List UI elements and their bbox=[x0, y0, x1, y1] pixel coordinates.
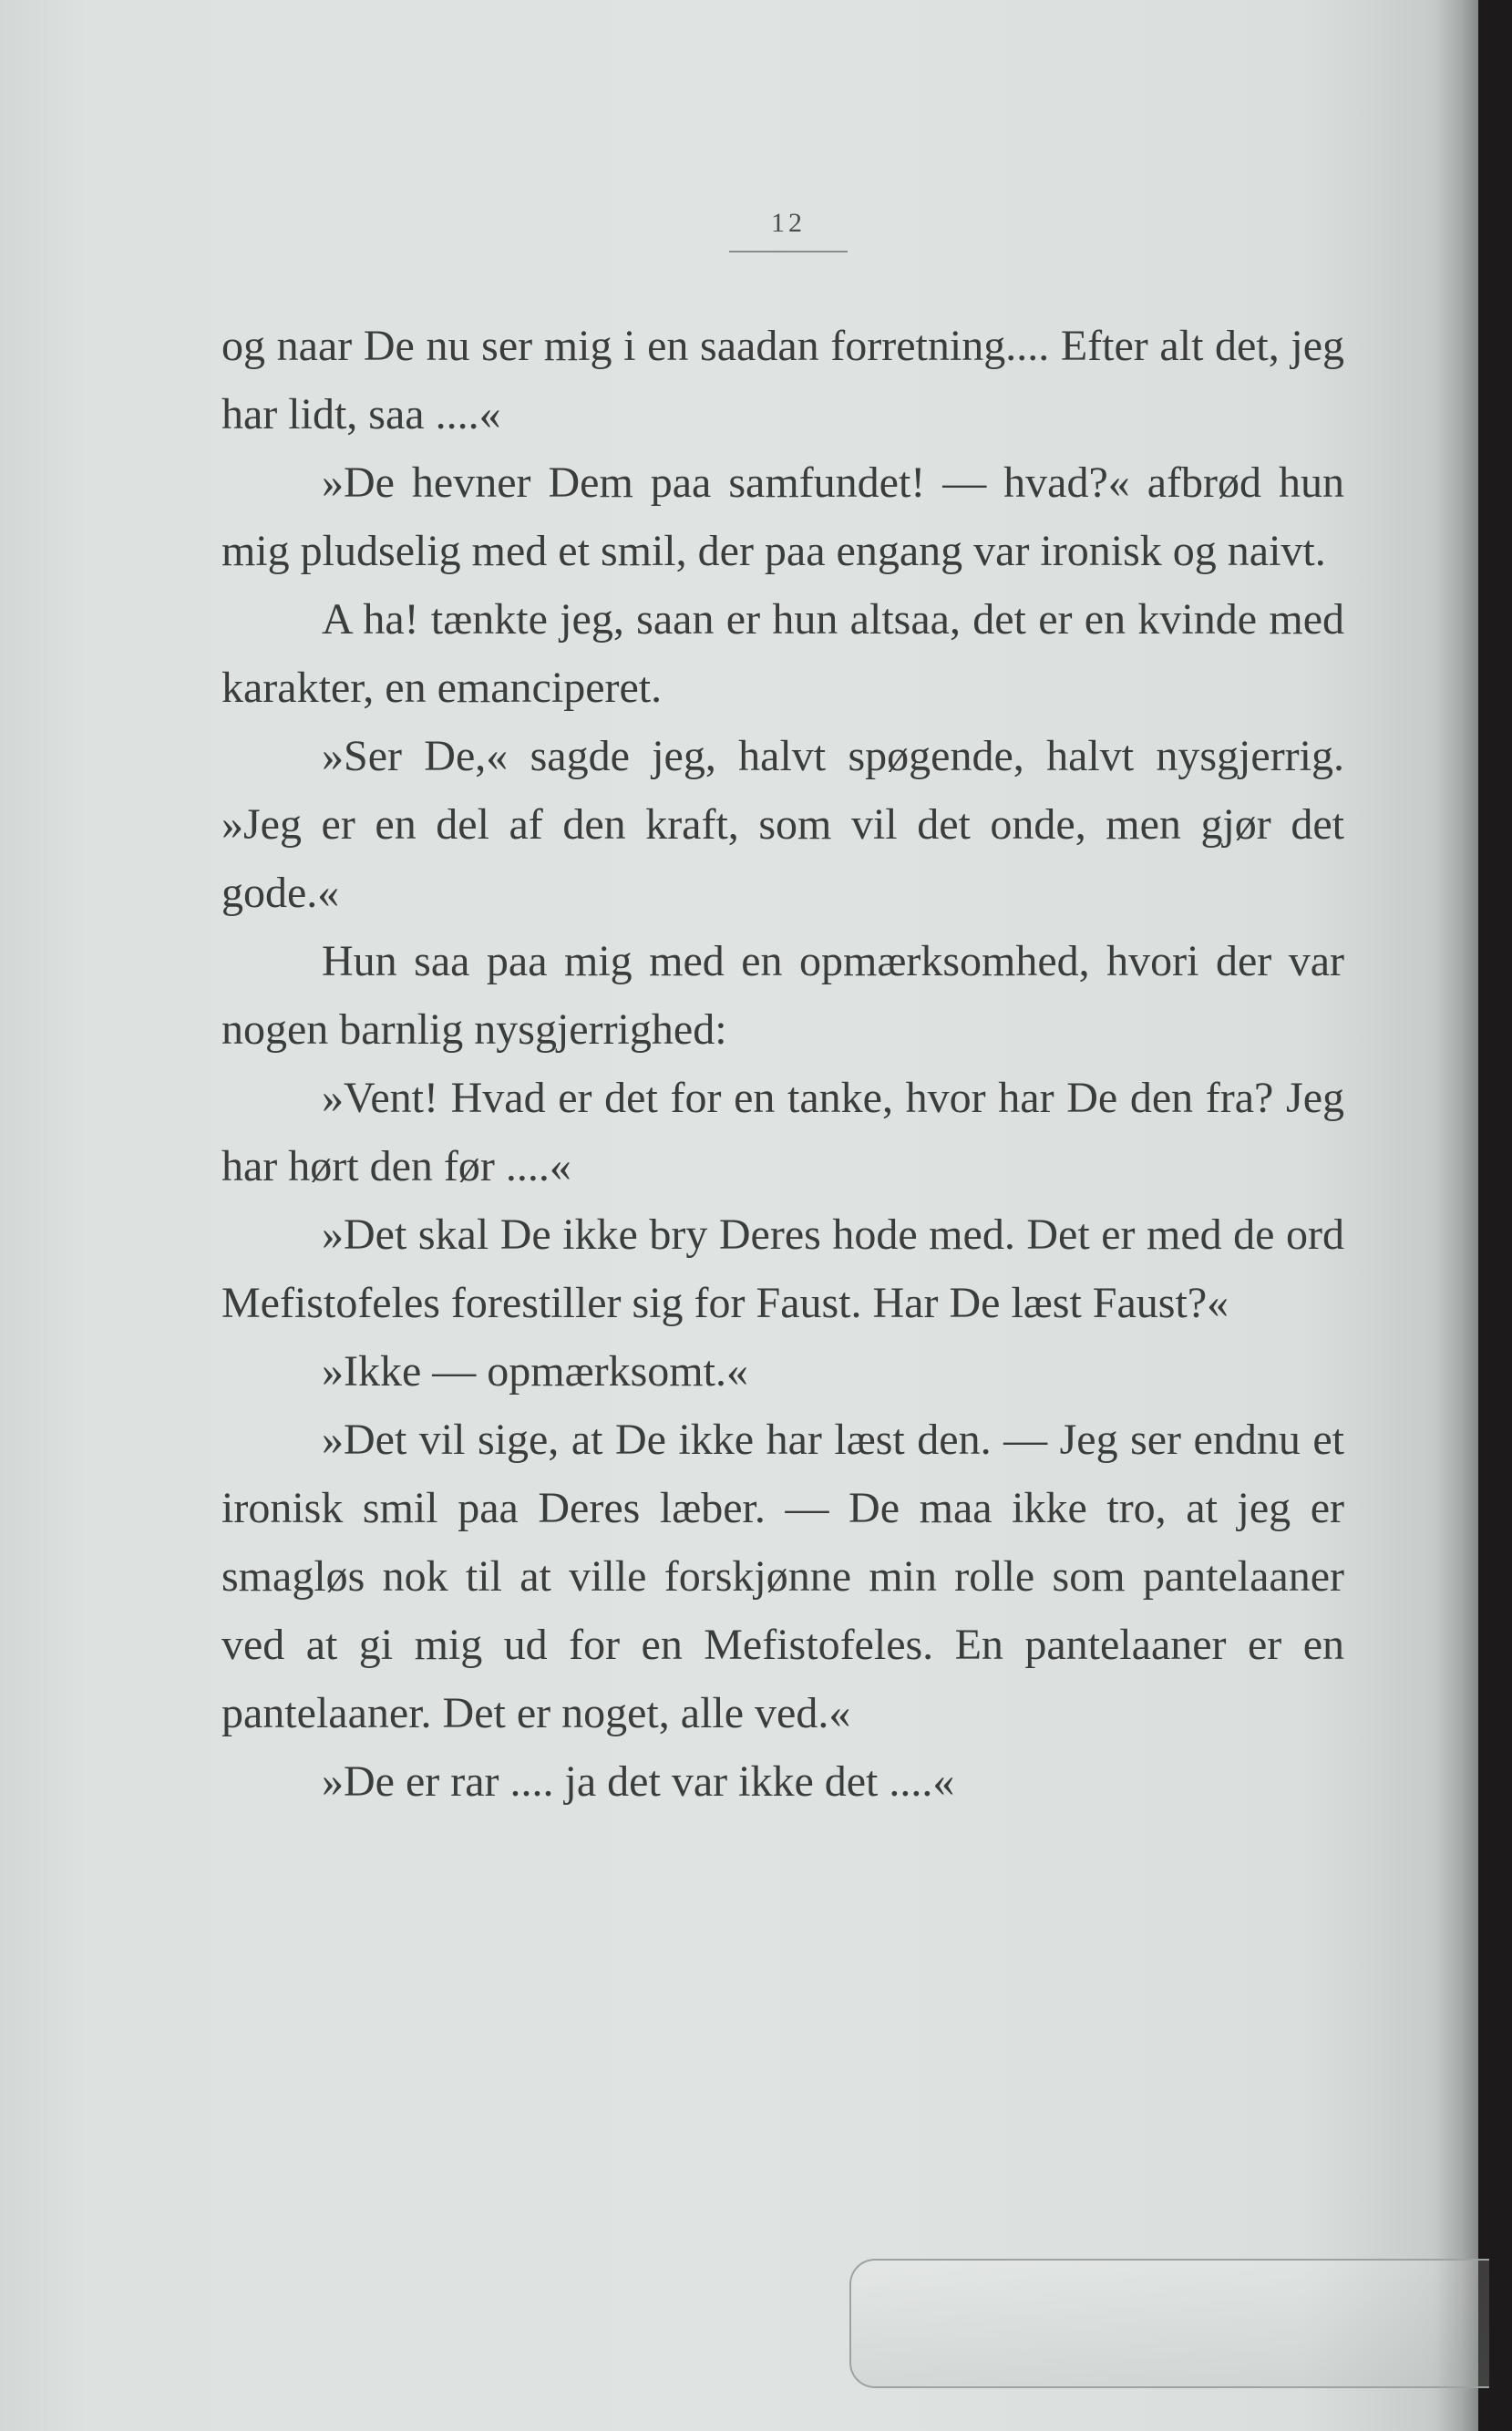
paragraph-3: A ha! tænkte jeg, saan er hun altsaa, det er en kvinde med karakter, en emanciperet. bbox=[221, 595, 1344, 712]
paragraph-10: »De er rar .... ja det var ikke det ....« bbox=[322, 1757, 955, 1806]
paragraph-5: Hun saa paa mig med en opmærksomhed, hvori der var nogen barnlig nysgjerrighed: bbox=[221, 937, 1344, 1054]
page-edge-shadow bbox=[1435, 0, 1478, 2431]
paragraph-8: »Ikke — opmærksomt.« bbox=[322, 1347, 748, 1396]
paragraph-7: »Det skal De ikke bry Deres hode med. Det er med de ord Mefistofeles forestiller sig for Faust. Har De læst Faust?« bbox=[221, 1210, 1344, 1327]
paragraph-2: »De hevner Dem paa samfundet! — hvad?« afbrød hun mig pludselig med et smil, der paa engang var ironisk og naivt. bbox=[221, 458, 1344, 575]
paper-slip-marker bbox=[849, 2259, 1489, 2388]
paragraph-4: »Ser De,« sagde jeg, halvt spøgende, halvt nysgjerrig. »Jeg er en del af den kraft, som vil det onde, men gjør det gode.« bbox=[221, 732, 1344, 917]
page-number-rule bbox=[729, 251, 848, 252]
body-text bbox=[221, 312, 1344, 1816]
page-number: 12 bbox=[771, 208, 806, 238]
paragraph-6: »Vent! Hvad er det for en tanke, hvor har De den fra? Jeg har hørt den før ....« bbox=[221, 1074, 1344, 1190]
paragraph-1: og naar De nu ser mig i en saadan forretning.... Efter alt det, jeg har lidt, saa ....« bbox=[221, 322, 1344, 438]
paragraph-9: »Det vil sige, at De ikke har læst den. — Jeg ser endnu et ironisk smil paa Deres læber. — De maa ikke tro, at jeg er smagløs nok til at ville forskjønne min rolle som pantelaaner ved at gi mig ud for en Mefistofeles. En pantelaaner er en pantelaaner. Det er noget, alle ved.« bbox=[221, 1416, 1344, 1737]
